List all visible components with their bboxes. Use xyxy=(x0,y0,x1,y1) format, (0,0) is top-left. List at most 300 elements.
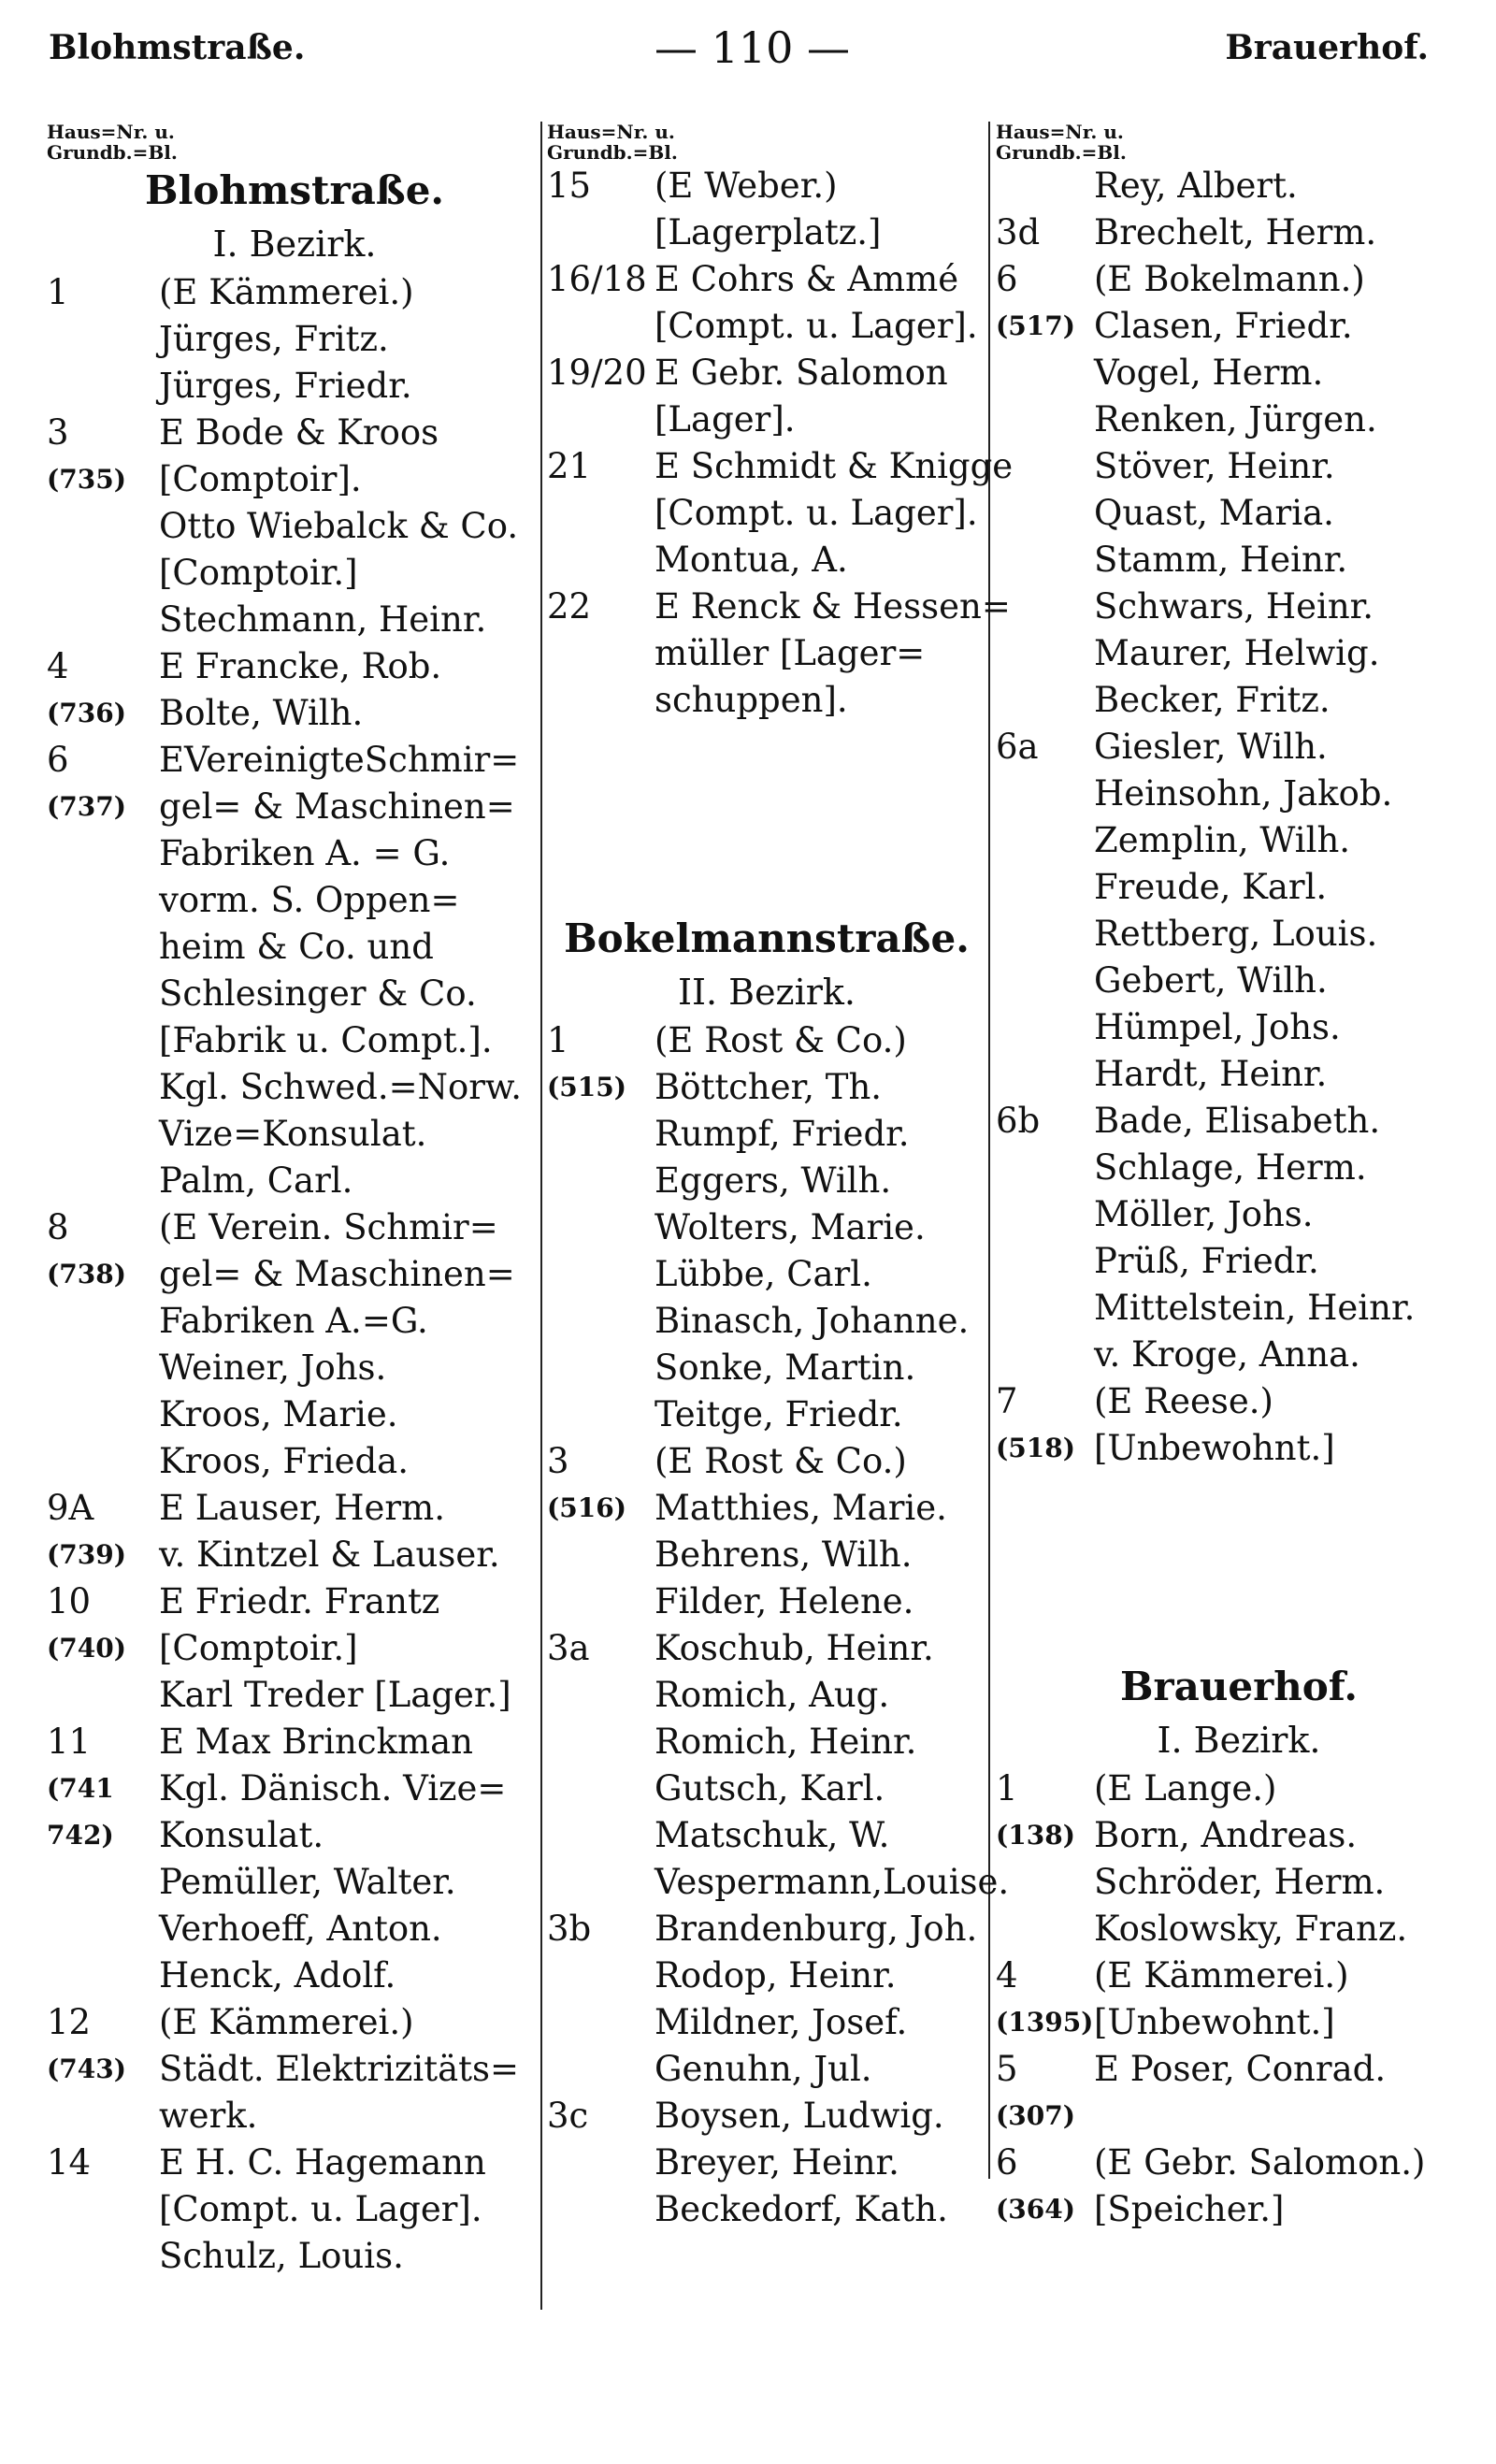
house-number: 3d xyxy=(996,212,1041,252)
entry-text: Brandenburg, Joh. xyxy=(654,1909,978,1949)
directory-entry xyxy=(996,1004,1482,1051)
entry-text: Karl Treder [Lager.] xyxy=(159,1675,511,1715)
directory-entry xyxy=(47,1532,542,1578)
entry-text: Born, Andreas. xyxy=(1094,1815,1358,1855)
directory-entry xyxy=(996,490,1482,537)
directory-entry xyxy=(47,363,542,410)
land-register-number: (737) xyxy=(47,791,126,822)
entry-text: Freude, Karl. xyxy=(1094,867,1328,907)
entry-text: vorm. S. Oppen= xyxy=(159,880,460,920)
directory-entry xyxy=(547,443,1014,490)
entry-text: E Francke, Rob. xyxy=(159,646,442,686)
house-number: 19/20 xyxy=(547,353,647,393)
directory-entry xyxy=(996,2046,1482,2093)
entry-text: (E Gebr. Salomon.) xyxy=(1094,2142,1426,2183)
directory-entry xyxy=(996,1906,1482,1952)
entry-text: Eggers, Wilh. xyxy=(654,1160,892,1201)
entry-text: E Gebr. Salomon xyxy=(654,353,948,393)
land-register-number: (735) xyxy=(47,464,126,495)
land-register-number: (1395) xyxy=(996,2007,1094,2038)
house-number: 9A xyxy=(47,1488,94,1528)
entry-text: Stechmann, Heinr. xyxy=(159,599,487,640)
directory-entry xyxy=(547,1859,1010,1906)
house-number: 6 xyxy=(996,259,1018,299)
entry-text: Jürges, Fritz. xyxy=(159,319,389,359)
entry-text: Gutsch, Karl. xyxy=(654,1768,885,1808)
entry-text: Genuhn, Jul. xyxy=(654,2049,872,2089)
land-register-number: (741 xyxy=(47,1773,114,1804)
house-number: 8 xyxy=(47,1207,69,1247)
directory-entry xyxy=(547,1391,986,1438)
directory-entry xyxy=(996,2186,1482,2233)
entry-text: Fabriken A.=G. xyxy=(159,1301,428,1341)
page-number: — 110 — xyxy=(654,22,851,73)
entry-text: Stöver, Heinr. xyxy=(1094,446,1335,486)
entry-text: Pemüller, Walter. xyxy=(159,1862,456,1902)
column-caption xyxy=(547,122,986,163)
entry-text: E Schmidt & Knigge xyxy=(654,446,1014,486)
entry-text: Rumpf, Friedr. xyxy=(654,1114,910,1154)
caption-house-number: Haus=Nr. u. xyxy=(547,121,675,143)
entry-text: Kroos, Marie. xyxy=(159,1394,398,1434)
directory-column-2 xyxy=(547,121,1014,2233)
directory-entry xyxy=(996,163,1482,209)
directory-entry xyxy=(47,1952,542,1999)
directory-entry xyxy=(996,1145,1482,1191)
directory-entry xyxy=(996,1999,1482,2046)
directory-entry xyxy=(547,1719,986,1765)
caption-land-register: Grundb.=Bl. xyxy=(547,141,678,164)
running-head-left: Blohmstraße. xyxy=(49,28,306,67)
directory-entry xyxy=(547,396,986,443)
entry-text: (E Bokelmann.) xyxy=(1094,259,1365,299)
house-number: 12 xyxy=(47,2002,92,2042)
directory-entry xyxy=(47,1578,542,1625)
entry-text: Vize=Konsulat. xyxy=(159,1114,427,1154)
directory-entry xyxy=(47,1251,542,1298)
entry-text: Vogel, Herm. xyxy=(1094,353,1324,393)
directory-entry xyxy=(47,1345,542,1391)
directory-entry xyxy=(547,1952,986,1999)
directory-entry xyxy=(547,2140,986,2186)
land-register-number: (740) xyxy=(47,1633,126,1664)
directory-entry xyxy=(47,971,542,1017)
directory-entry xyxy=(47,1438,542,1485)
entry-text: [Compt. u. Lager]. xyxy=(159,2189,482,2229)
house-number: 3a xyxy=(547,1628,590,1668)
entry-text: gel= & Maschinen= xyxy=(159,1254,515,1294)
entry-text: Romich, Aug. xyxy=(654,1675,890,1715)
directory-entry xyxy=(996,537,1482,584)
entry-text: (E Verein. Schmir= xyxy=(159,1207,498,1247)
directory-entry xyxy=(996,396,1482,443)
directory-entry xyxy=(547,1345,986,1391)
entry-text: E Max Brinckman xyxy=(159,1722,473,1762)
directory-entry xyxy=(47,690,542,737)
spacer xyxy=(996,1519,1482,1565)
spacer xyxy=(996,1565,1482,1612)
column-caption xyxy=(996,122,1482,163)
land-register-number: (307) xyxy=(996,2100,1075,2131)
directory-entry xyxy=(996,1098,1482,1145)
entry-text: Binasch, Johanne. xyxy=(654,1301,970,1341)
directory-entry xyxy=(47,597,542,643)
spacer xyxy=(547,817,986,864)
entry-text: Schröder, Herm. xyxy=(1094,1862,1386,1902)
entry-text: Henck, Adolf. xyxy=(159,1955,396,1996)
land-register-number: (739) xyxy=(47,1539,126,1570)
entry-text: müller [Lager= xyxy=(654,633,926,673)
entry-text: E Lauser, Herm. xyxy=(159,1488,445,1528)
entry-text: [Unbewohnt.] xyxy=(1094,2002,1335,2042)
directory-entry xyxy=(996,864,1482,911)
entry-text: gel= & Maschinen= xyxy=(159,786,515,827)
directory-entry xyxy=(547,1578,986,1625)
entry-text: [Lager]. xyxy=(654,399,796,439)
entry-text: Sonke, Martin. xyxy=(654,1347,916,1388)
entry-text: E H. C. Hagemann xyxy=(159,2142,486,2183)
directory-entry xyxy=(547,1111,986,1158)
entry-text: [Comptoir]. xyxy=(159,459,362,499)
directory-entry xyxy=(996,1952,1482,1999)
directory-entry xyxy=(47,1485,542,1532)
entry-text: Hardt, Heinr. xyxy=(1094,1054,1328,1094)
directory-entry xyxy=(996,958,1482,1004)
entry-text: Boysen, Ludwig. xyxy=(654,2096,944,2136)
directory-entry xyxy=(547,630,986,677)
directory-entry xyxy=(547,1438,986,1485)
entry-text: (E Lange.) xyxy=(1094,1768,1277,1808)
land-register-number: (518) xyxy=(996,1433,1075,1463)
entry-text: Matschuk, W. xyxy=(654,1815,890,1855)
entry-text: heim & Co. und xyxy=(159,927,434,967)
entry-text: Mildner, Josef. xyxy=(654,2002,908,2042)
house-number: 1 xyxy=(996,1768,1018,1808)
entry-text: Giesler, Wilh. xyxy=(1094,727,1328,767)
entry-text: Becker, Fritz. xyxy=(1094,680,1331,720)
entry-text: schuppen]. xyxy=(654,680,848,720)
entry-text: Otto Wiebalck & Co. xyxy=(159,506,519,546)
entry-text: [Comptoir.] xyxy=(159,1628,358,1668)
caption-house-number: Haus=Nr. u. xyxy=(996,121,1124,143)
directory-entry xyxy=(47,877,542,924)
directory-entry xyxy=(47,1859,542,1906)
house-number: 6a xyxy=(996,727,1039,767)
house-number: 1 xyxy=(47,272,69,312)
entry-text: Hümpel, Johs. xyxy=(1094,1007,1341,1047)
house-number: 6 xyxy=(996,2142,1018,2183)
entry-text: Heinsohn, Jakob. xyxy=(1094,773,1393,814)
directory-entry xyxy=(547,1485,986,1532)
entry-text: Bolte, Wilh. xyxy=(159,693,364,733)
directory-entry xyxy=(47,830,542,877)
entry-text: Schwars, Heinr. xyxy=(1094,586,1374,627)
entry-text: Behrens, Wilh. xyxy=(654,1535,913,1575)
land-register-number: (736) xyxy=(47,698,126,728)
entry-text: Böttcher, Th. xyxy=(654,1067,883,1107)
directory-entry xyxy=(47,643,542,690)
entry-text: Renken, Jürgen. xyxy=(1094,399,1377,439)
house-number: 11 xyxy=(47,1722,92,1762)
directory-entry xyxy=(996,677,1482,724)
directory-entry xyxy=(547,1812,986,1859)
entry-text: Palm, Carl. xyxy=(159,1160,353,1201)
entry-text: (E Weber.) xyxy=(654,166,838,206)
directory-entry xyxy=(47,784,542,830)
land-register-number: (364) xyxy=(996,2194,1075,2225)
directory-entry xyxy=(996,1332,1482,1378)
directory-entry xyxy=(547,1532,986,1578)
house-number: 3 xyxy=(547,1441,569,1481)
entry-text: werk. xyxy=(159,2096,258,2136)
entry-text: Schlage, Herm. xyxy=(1094,1147,1367,1188)
spacer xyxy=(547,771,986,817)
directory-entry xyxy=(996,2140,1482,2186)
directory-entry xyxy=(547,537,986,584)
directory-entry xyxy=(47,550,542,597)
entry-text: [Fabrik u. Compt.]. xyxy=(159,1020,493,1060)
entry-text: Möller, Johs. xyxy=(1094,1194,1314,1234)
directory-entry xyxy=(47,1017,542,1064)
house-number: 14 xyxy=(47,2142,92,2183)
directory-entry xyxy=(547,1672,986,1719)
entry-text: Schulz, Louis. xyxy=(159,2236,404,2276)
directory-entry xyxy=(547,350,986,396)
directory-entry xyxy=(547,2046,986,2093)
house-number: 10 xyxy=(47,1581,92,1621)
directory-entry xyxy=(47,456,542,503)
entry-text: Filder, Helene. xyxy=(654,1581,914,1621)
directory-entry xyxy=(47,1298,542,1345)
house-number: 3 xyxy=(47,412,69,453)
entry-text: Prüß, Friedr. xyxy=(1094,1241,1319,1281)
column-caption xyxy=(47,122,542,163)
entry-text: Städt. Elektrizitäts= xyxy=(159,2049,520,2089)
directory-entry xyxy=(47,2186,542,2233)
directory-entry xyxy=(547,1625,986,1672)
entry-text: (E Rost & Co.) xyxy=(654,1020,907,1060)
land-register-number: (743) xyxy=(47,2053,126,2084)
entry-text: Schlesinger & Co. xyxy=(159,973,477,1014)
running-head-right: Brauerhof. xyxy=(1225,28,1429,67)
directory-entry xyxy=(47,1906,542,1952)
entry-text: Gebert, Wilh. xyxy=(1094,960,1328,1001)
house-number: 6 xyxy=(47,740,69,780)
entry-text: v. Kintzel & Lauser. xyxy=(159,1535,500,1575)
entry-text: Zemplin, Wilh. xyxy=(1094,820,1351,860)
directory-entry xyxy=(47,1391,542,1438)
directory-entry xyxy=(996,817,1482,864)
directory-entry xyxy=(47,1064,542,1111)
directory-entry xyxy=(547,256,986,303)
house-number: 3c xyxy=(547,2096,589,2136)
entry-text: Wolters, Marie. xyxy=(654,1207,926,1247)
directory-entry xyxy=(996,630,1482,677)
house-number: 6b xyxy=(996,1101,1041,1141)
entry-text: Montua, A. xyxy=(654,540,848,580)
directory-entry xyxy=(547,163,986,209)
entry-text: Bade, Elisabeth. xyxy=(1094,1101,1381,1141)
directory-entry xyxy=(47,1158,542,1204)
entry-text: Matthies, Marie. xyxy=(654,1488,947,1528)
directory-entry xyxy=(47,2233,542,2280)
directory-entry xyxy=(996,443,1482,490)
directory-entry xyxy=(47,1111,542,1158)
entry-text: Vespermann,Louise. xyxy=(654,1862,1010,1902)
directory-entry xyxy=(996,1859,1482,1906)
directory-entry xyxy=(547,1158,986,1204)
land-register-number: (517) xyxy=(996,310,1075,341)
entry-text: Koschub, Heinr. xyxy=(654,1628,934,1668)
spacer xyxy=(547,724,986,771)
entry-text: E Friedr. Frantz xyxy=(159,1581,440,1621)
directory-entry xyxy=(996,584,1482,630)
directory-entry xyxy=(547,1298,986,1345)
entry-text: v. Kroge, Anna. xyxy=(1094,1334,1360,1375)
entry-text: [Compt. u. Lager]. xyxy=(654,493,978,533)
house-number: 16/18 xyxy=(547,259,647,299)
street-heading: Bokelmannstraße. xyxy=(564,915,970,961)
entry-text: Weiner, Johs. xyxy=(159,1347,387,1388)
house-number: 21 xyxy=(547,446,592,486)
directory-entry xyxy=(996,1051,1482,1098)
entry-text: E Poser, Conrad. xyxy=(1094,2049,1387,2089)
directory-entry xyxy=(996,256,1482,303)
directory-entry xyxy=(547,677,986,724)
entry-text: (E Kämmerei.) xyxy=(159,2002,414,2042)
directory-entry xyxy=(547,1017,986,1064)
district-heading: I. Bezirk. xyxy=(212,223,377,265)
entry-text: E Renck & Hessen= xyxy=(654,586,1011,627)
directory-entry xyxy=(996,2093,1482,2140)
directory-entry xyxy=(547,2186,986,2233)
entry-text: Stamm, Heinr. xyxy=(1094,540,1348,580)
entry-text: Mittelstein, Heinr. xyxy=(1094,1288,1416,1328)
land-register-number: (138) xyxy=(996,1820,1075,1851)
entry-text: Verhoeff, Anton. xyxy=(159,1909,442,1949)
directory-entry xyxy=(47,1812,542,1859)
entry-text: Kgl. Dänisch. Vize= xyxy=(159,1768,507,1808)
directory-entry xyxy=(547,303,986,350)
entry-text: (E Kämmerei.) xyxy=(159,272,414,312)
entry-text: Rettberg, Louis. xyxy=(1094,914,1378,954)
directory-entry xyxy=(47,1719,542,1765)
directory-entry xyxy=(47,1625,542,1672)
directory-entry xyxy=(996,303,1482,350)
directory-entry xyxy=(996,1285,1482,1332)
directory-entry xyxy=(547,584,1011,630)
entry-text: [Comptoir.] xyxy=(159,553,358,593)
directory-entry xyxy=(547,490,986,537)
directory-entry xyxy=(547,2093,986,2140)
land-register-number: (738) xyxy=(47,1259,126,1290)
caption-house-number: Haus=Nr. u. xyxy=(47,121,175,143)
directory-entry xyxy=(996,1191,1482,1238)
entry-text: Kgl. Schwed.=Norw. xyxy=(159,1067,522,1107)
entry-text: Lübbe, Carl. xyxy=(654,1254,872,1294)
house-number: 3b xyxy=(547,1909,592,1949)
district-heading: II. Bezirk. xyxy=(677,972,856,1013)
entry-text: Quast, Maria. xyxy=(1094,493,1334,533)
entry-text: Romich, Heinr. xyxy=(654,1722,917,1762)
entry-text: Brechelt, Herm. xyxy=(1094,212,1377,252)
spacer xyxy=(996,1472,1482,1519)
directory-entry xyxy=(47,1999,542,2046)
entry-text: Kroos, Frieda. xyxy=(159,1441,409,1481)
spacer xyxy=(547,864,986,911)
house-number: 7 xyxy=(996,1381,1018,1421)
directory-entry xyxy=(996,1425,1482,1472)
directory-entry xyxy=(996,209,1482,256)
entry-text: [Lagerplatz.] xyxy=(654,212,882,252)
entry-text: Jürges, Friedr. xyxy=(159,366,412,406)
house-number: 4 xyxy=(47,646,69,686)
directory-entry xyxy=(47,2140,542,2186)
directory-entry xyxy=(47,2046,542,2093)
entry-text: EVereinigteSchmir= xyxy=(159,740,520,780)
directory-entry xyxy=(547,1064,986,1111)
entry-text: Fabriken A. = G. xyxy=(159,833,451,873)
house-number: 1 xyxy=(547,1020,569,1060)
land-register-number: (516) xyxy=(547,1492,626,1523)
directory-entry xyxy=(47,316,542,363)
directory-entry xyxy=(547,1999,986,2046)
entry-text: Breyer, Heinr. xyxy=(654,2142,899,2183)
house-number: 4 xyxy=(996,1955,1018,1996)
house-number: 22 xyxy=(547,586,592,627)
district-heading: I. Bezirk. xyxy=(1157,1720,1321,1761)
directory-entry xyxy=(47,2093,542,2140)
entry-text: Beckedorf, Kath. xyxy=(654,2189,948,2229)
entry-text: [Compt. u. Lager]. xyxy=(654,306,978,346)
entry-text: [Unbewohnt.] xyxy=(1094,1428,1335,1468)
street-heading: Brauerhof. xyxy=(1120,1664,1358,1709)
house-number: 5 xyxy=(996,2049,1018,2089)
directory-entry xyxy=(996,911,1482,958)
directory-entry xyxy=(996,724,1482,771)
directory-entry xyxy=(547,1251,986,1298)
directory-column-1 xyxy=(47,122,542,2280)
entry-text: (E Rost & Co.) xyxy=(654,1441,907,1481)
entry-text: Clasen, Friedr. xyxy=(1094,306,1353,346)
entry-text: Konsulat. xyxy=(159,1815,324,1855)
entry-text: E Cohrs & Ammé xyxy=(654,259,959,299)
directory-entry xyxy=(47,737,542,784)
directory-entry xyxy=(996,1238,1482,1285)
directory-entry xyxy=(996,1765,1482,1812)
directory-entry xyxy=(547,1906,986,1952)
land-register-number: 742) xyxy=(47,1820,114,1851)
directory-entry xyxy=(547,209,986,256)
spacer xyxy=(996,1612,1482,1659)
land-register-number: (515) xyxy=(547,1072,626,1102)
entry-text: Koslowsky, Franz. xyxy=(1094,1909,1408,1949)
directory-entry xyxy=(47,1765,542,1812)
directory-entry xyxy=(47,1672,542,1719)
entry-text: [Speicher.] xyxy=(1094,2189,1285,2229)
directory-column-3 xyxy=(996,122,1482,2233)
directory-entry xyxy=(547,1765,986,1812)
directory-entry xyxy=(47,410,542,456)
directory-entry xyxy=(996,350,1482,396)
directory-entry xyxy=(47,924,542,971)
directory-entry xyxy=(47,269,542,316)
caption-land-register: Grundb.=Bl. xyxy=(996,141,1127,164)
directory-entry xyxy=(996,1378,1482,1425)
directory-entry xyxy=(47,503,542,550)
house-number: 15 xyxy=(547,166,592,206)
entry-text: Rodop, Heinr. xyxy=(654,1955,897,1996)
